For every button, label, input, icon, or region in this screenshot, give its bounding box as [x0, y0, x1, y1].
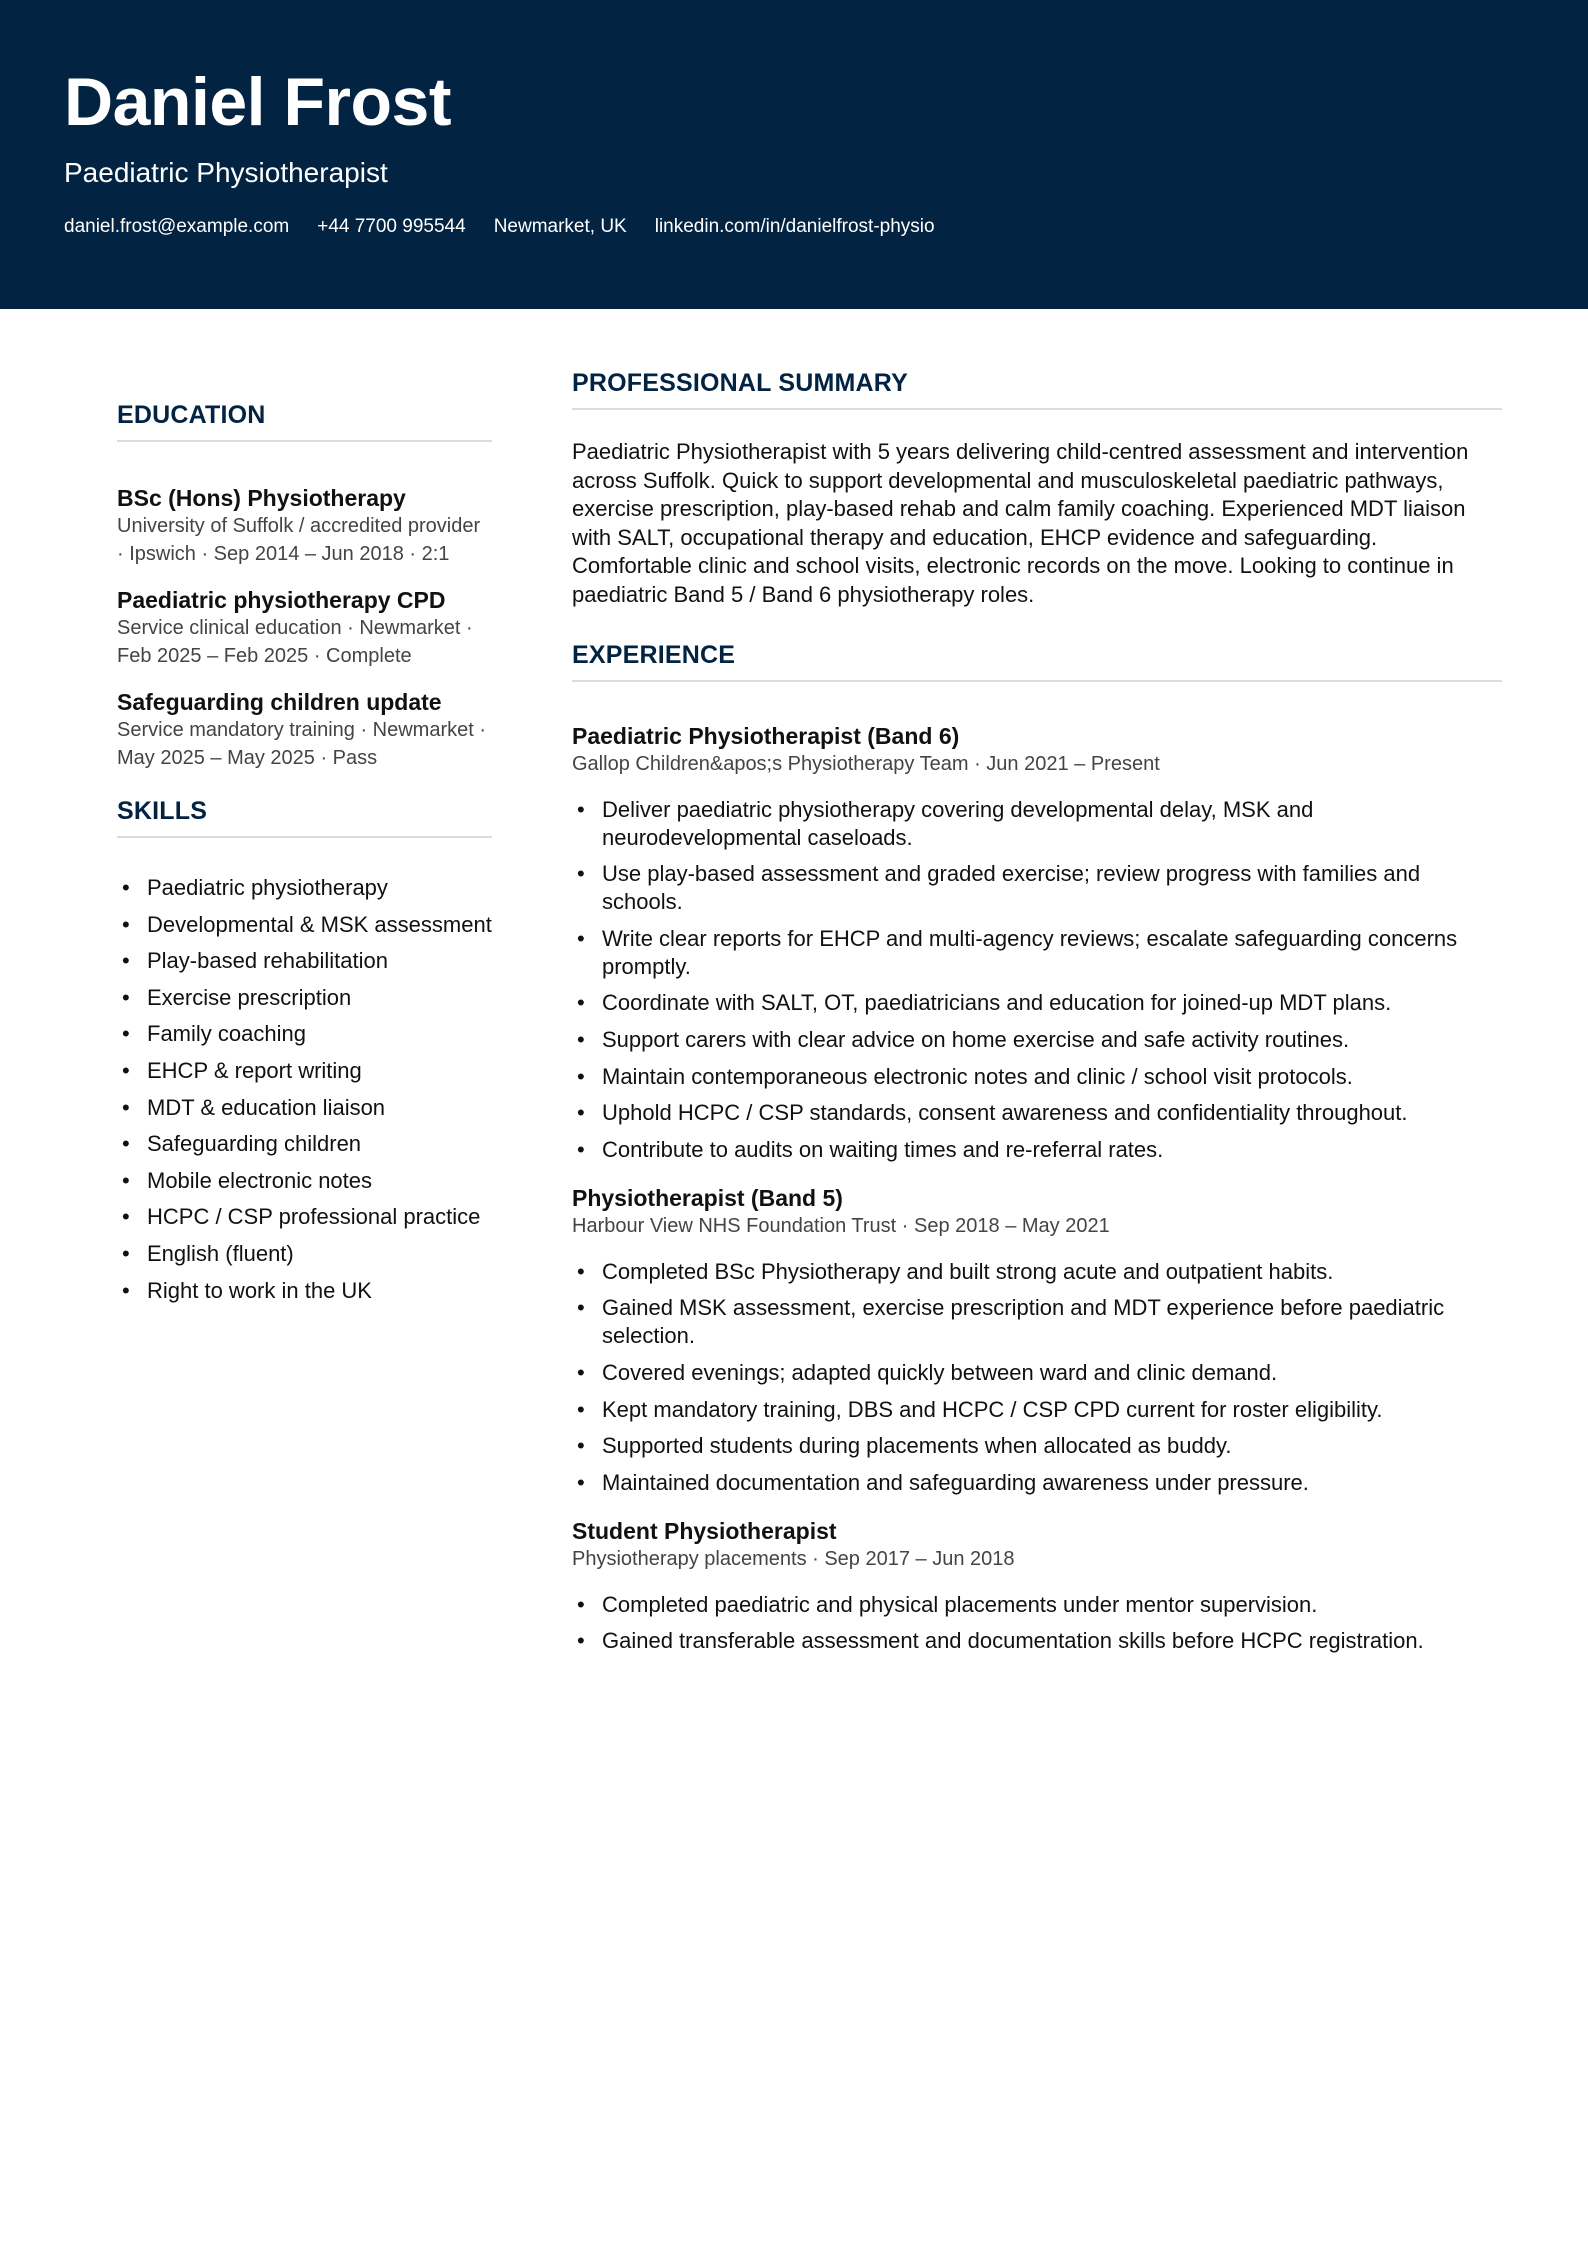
job-title: Paediatric Physiotherapist (Band 6) [572, 722, 960, 749]
experience-section [572, 638, 1502, 1656]
job-bullet: • Gained transferable assessment and documentation skills before HCPC registration. [572, 1627, 1502, 1655]
summary-section [572, 366, 1502, 610]
education-item [117, 688, 492, 772]
skill-item: • MDT & education liaison [117, 1094, 492, 1122]
job-title: Physiotherapist (Band 5) [572, 1184, 843, 1211]
candidate-name: Daniel Frost [64, 64, 451, 140]
job-bullet: • Covered evenings; adapted quickly between ward and clinic demand. [572, 1359, 1502, 1387]
job-entry [572, 722, 1502, 1164]
skill-item: • Play-based rehabilitation [117, 947, 492, 975]
education-degree: BSc (Hons) Physiotherapy [117, 485, 406, 511]
job-bullet: • Completed BSc Physiotherapy and built strong acute and outpatient habits. [572, 1258, 1502, 1286]
resume-header [0, 0, 1588, 309]
section-divider [572, 680, 1502, 682]
summary-heading: PROFESSIONAL SUMMARY [572, 369, 908, 397]
contact-phone: +44 7700 995544 [317, 216, 466, 237]
skill-item: • English (fluent) [117, 1240, 492, 1268]
job-bullet: • Uphold HCPC / CSP standards, consent awareness and confidentiality throughout. [572, 1099, 1502, 1127]
job-bullet: • Coordinate with SALT, OT, paediatricians and education for joined-up MDT plans. [572, 989, 1502, 1017]
job-bullet: • Support carers with clear advice on home exercise and safe activity routines. [572, 1026, 1502, 1054]
right-column [572, 366, 1502, 1675]
job-bullet: • Maintain contemporaneous electronic notes and clinic / school visit protocols. [572, 1063, 1502, 1091]
skills-list [117, 874, 492, 1305]
job-meta: Gallop Children&apos;s Physiotherapy Team · Jun 2021 – Present [572, 752, 1160, 775]
job-meta: Physiotherapy placements · Sep 2017 – Jun 2018 [572, 1547, 1015, 1570]
job-bullet: • Write clear reports for EHCP and multi-agency reviews; escalate safeguarding concerns promptly. [572, 925, 1502, 981]
education-degree: Safeguarding children update [117, 689, 442, 715]
education-meta: Service mandatory training · Newmarket · May 2025 – May 2025 · Pass [117, 719, 487, 769]
skills-section [117, 794, 492, 1305]
contact-bar [64, 214, 935, 240]
skill-item: • Developmental & MSK assessment [117, 911, 492, 939]
education-meta: Service clinical education · Newmarket · Feb 2025 – Feb 2025 · Complete [117, 617, 473, 667]
job-title: Student Physiotherapist [572, 1517, 837, 1544]
skill-item: • Exercise prescription [117, 984, 492, 1012]
skill-item: • Family coaching [117, 1020, 492, 1048]
left-column [117, 398, 492, 1313]
summary-text: Paediatric Physiotherapist with 5 years delivering child-centred assessment and intervention across Suffolk. Quick to support developmental and musculoskeletal paediatric pathways, exercise prescription, play-based rehab and calm family coaching. Experienced MDT liaison with SALT, occupational therapy and education, EHCP evidence and safeguarding. Comfortable clinic and school visits, electronic records on the move. Looking to continue in paediatric Band 5 / Band 6 physiotherapy roles. [572, 439, 1469, 607]
education-item [117, 586, 492, 670]
job-bullet: • Gained MSK assessment, exercise prescription and MDT experience before paediatric selection. [572, 1294, 1502, 1350]
job-bullet: • Supported students during placements when allocated as buddy. [572, 1432, 1502, 1460]
job-bullets [572, 1258, 1502, 1497]
job-meta: Harbour View NHS Foundation Trust · Sep 2018 – May 2021 [572, 1214, 1110, 1237]
job-bullets [572, 796, 1502, 1164]
section-divider [117, 440, 492, 442]
contact-location: Newmarket, UK [493, 216, 627, 237]
experience-heading: EXPERIENCE [572, 640, 736, 669]
skills-heading: SKILLS [117, 797, 208, 825]
education-item [117, 484, 492, 568]
job-bullet: • Completed paediatric and physical placements under mentor supervision. [572, 1591, 1502, 1619]
contact-linkedin: linkedin.com/in/danielfrost-physio [654, 216, 935, 237]
contact-email: daniel.frost@example.com [64, 216, 290, 237]
job-bullet: • Contribute to audits on waiting times and re-referral rates. [572, 1136, 1502, 1164]
job-bullets [572, 1591, 1502, 1656]
skill-item: • HCPC / CSP professional practice [117, 1203, 492, 1231]
skill-item: • EHCP & report writing [117, 1057, 492, 1085]
job-entry [572, 1517, 1502, 1656]
job-bullet: • Deliver paediatric physiotherapy covering developmental delay, MSK and neurodevelopmental caseloads. [572, 796, 1502, 852]
candidate-title: Paediatric Physiotherapist [64, 157, 388, 188]
job-entry [572, 1184, 1502, 1497]
job-bullet: • Kept mandatory training, DBS and HCPC / CSP CPD current for roster eligibility. [572, 1396, 1502, 1424]
education-heading: EDUCATION [117, 401, 266, 429]
section-divider [572, 408, 1502, 410]
job-bullet: • Use play-based assessment and graded exercise; review progress with families and schools. [572, 860, 1502, 916]
skill-item: • Safeguarding children [117, 1130, 492, 1158]
skill-item: • Paediatric physiotherapy [117, 874, 492, 902]
skill-item: • Mobile electronic notes [117, 1167, 492, 1195]
skill-item: • Right to work in the UK [117, 1277, 492, 1305]
education-meta: University of Suffolk / accredited provider · Ipswich · Sep 2014 – Jun 2018 · 2:1 [117, 515, 481, 565]
education-section [117, 398, 492, 772]
education-degree: Paediatric physiotherapy CPD [117, 587, 446, 613]
job-bullet: • Maintained documentation and safeguarding awareness under pressure. [572, 1469, 1502, 1497]
section-divider [117, 836, 492, 838]
